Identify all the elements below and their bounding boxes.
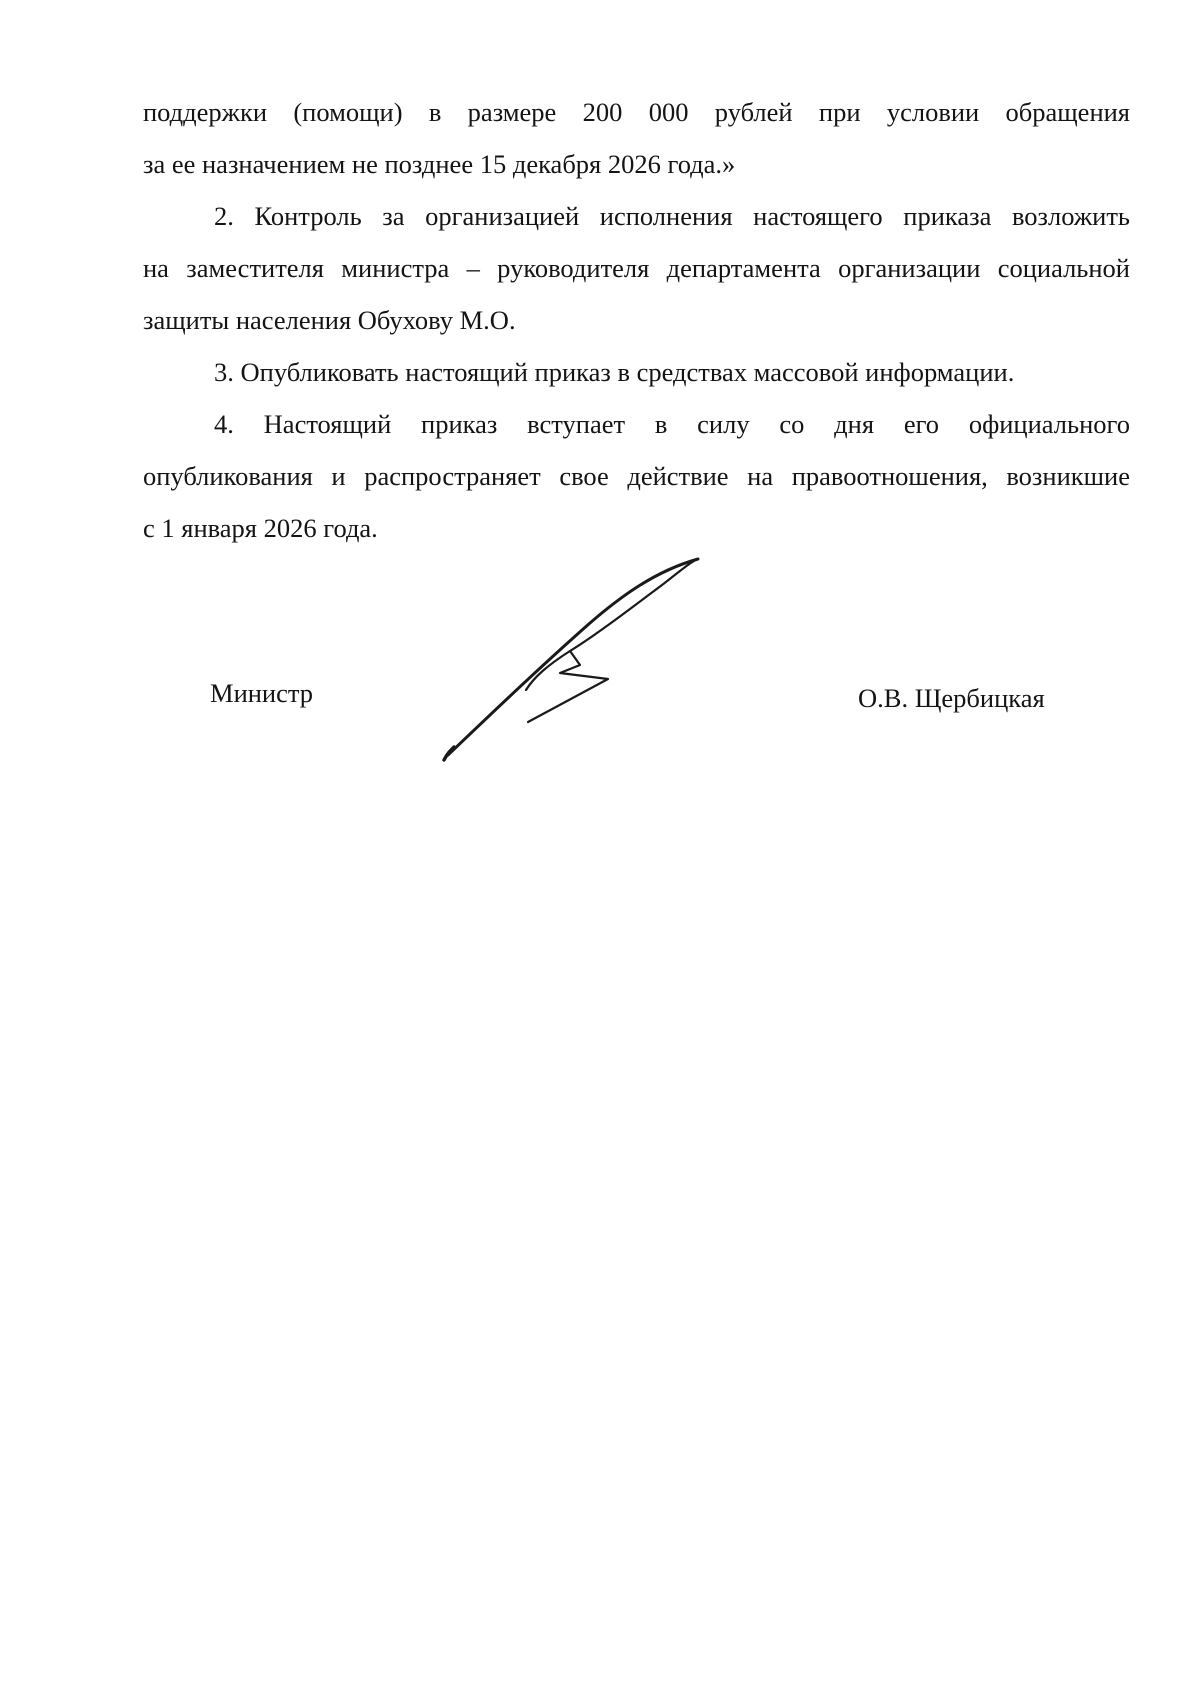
text-line: опубликования и распространяет свое действие на правоотношения, возникшие [143,461,1130,491]
text-line: поддержки (помощи) в размере 200 000 рублей при условии обращения [143,97,1130,127]
signature-block [0,0,1200,800]
text-line: 2. Контроль за организацией исполнения настоящего приказа возложить [214,201,1130,231]
text-line: за ее назначением не позднее 15 декабря 2026 года.» [143,149,736,179]
text-line: защиты населения Обухову М.О. [143,305,516,335]
signatory-position: Министр [210,678,314,708]
text-line: 4. Настоящий приказ вступает в силу со дня его официального [214,409,1130,439]
text-line: на заместителя министра – руководителя департамента организации социальной [143,253,1130,283]
handwritten-signature-icon [430,555,710,770]
signatory-name: О.В. Щербицкая [858,683,1045,713]
text-line: с 1 января 2026 года. [143,513,378,543]
text-line: 3. Опубликовать настоящий приказ в средствах массовой информации. [214,357,1015,387]
